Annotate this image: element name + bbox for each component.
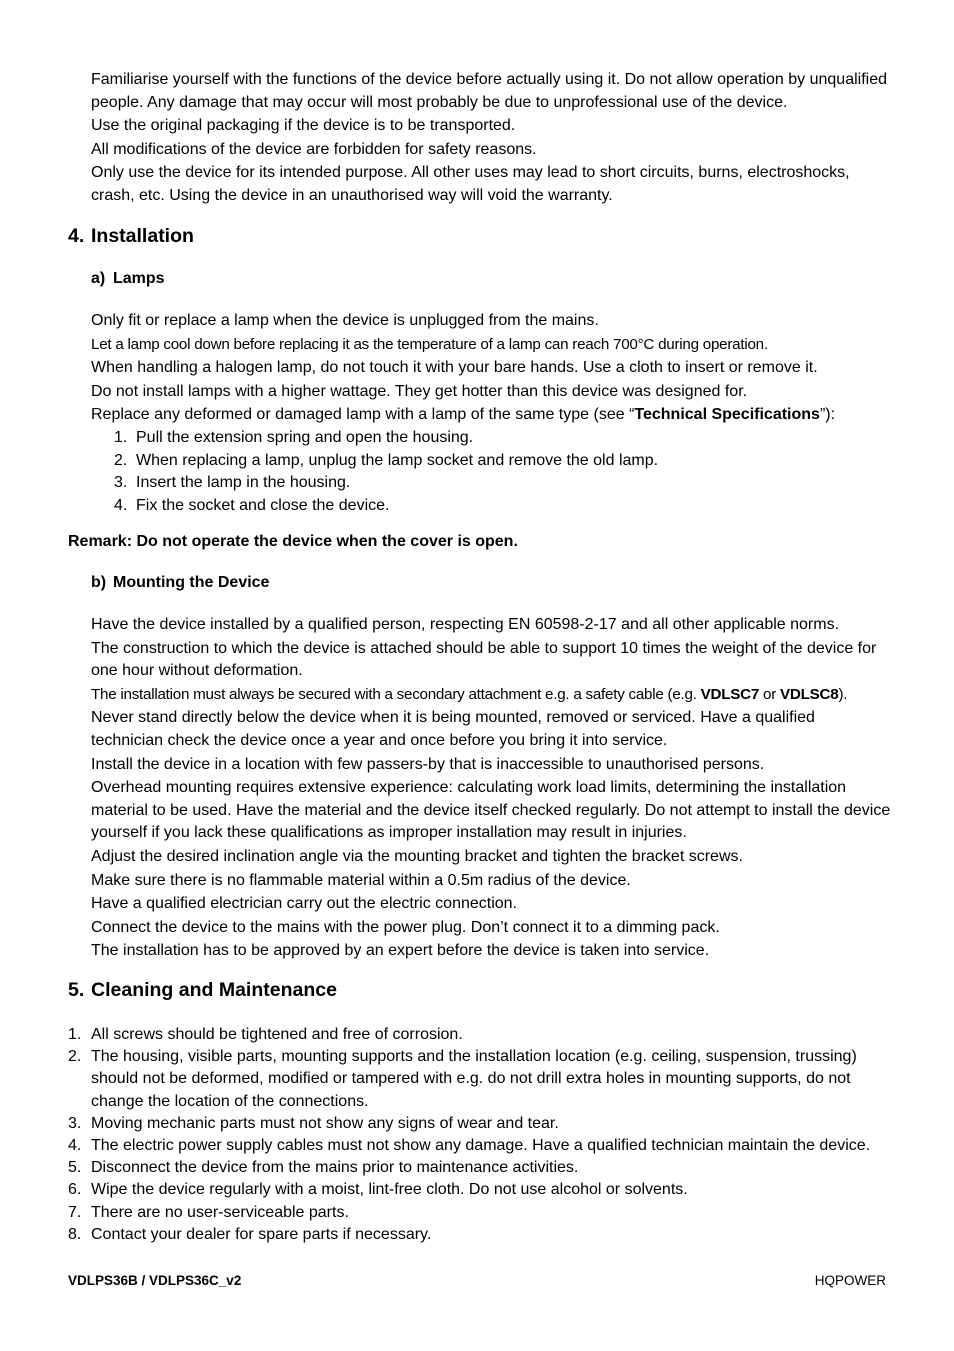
- technical-specifications-reference: Technical Specifications: [634, 406, 820, 424]
- list-number: 1.: [114, 428, 128, 446]
- footer-model-code: VDLPS36B / VDLPS36C_v2: [68, 1273, 242, 1288]
- lamps-paragraph: When handling a halogen lamp, do not touch it with your bare hands. Use a cloth to insert or remove it.: [91, 359, 818, 377]
- list-item: [91, 427, 891, 450]
- list-text: Insert the lamp in the housing.: [136, 474, 351, 492]
- mounting-text: or: [759, 685, 781, 703]
- list-text: When replacing a lamp, unplug the lamp socket and remove the old lamp.: [136, 451, 659, 469]
- list-item: [68, 1224, 888, 1246]
- subsection-heading-mounting: [91, 574, 269, 592]
- lamp-replacement-steps: [91, 427, 891, 517]
- section-heading-cleaning: [68, 979, 337, 1002]
- footer-brand: HQPOWER: [814, 1273, 886, 1288]
- section-title: Cleaning and Maintenance: [91, 979, 337, 1001]
- intro-paragraph: Familiarise yourself with the functions of the device before actually using it. Do not allow operation by unqualified people. Any damage that may occur will most probably be due to unprofessional use of the device.: [91, 71, 887, 111]
- list-item: [91, 472, 891, 495]
- list-text: There are no user-serviceable parts.: [91, 1203, 349, 1221]
- mounting-paragraph: Overhead mounting requires extensive experience: calculating work load limits, determining the installation material to be used. Have the material and the device itself checked regularly. Do not attempt to install the device yourself if you lack these qualifications as improper installation may result in injuries.: [91, 779, 891, 842]
- list-text: Disconnect the device from the mains prior to maintenance activities.: [91, 1159, 579, 1177]
- list-number: 8.: [68, 1225, 82, 1243]
- intro-paragraph: All modifications of the device are forbidden for safety reasons.: [91, 140, 537, 158]
- mounting-paragraph: Install the device in a location with few passers-by that is inaccessible to unauthorised persons.: [91, 755, 765, 773]
- replace-text: ”):: [819, 406, 836, 424]
- mounting-text: The installation must always be secured with a secondary attachment e.g. a safety cable (e.g.: [91, 685, 701, 703]
- list-text: The electric power supply cables must not show any damage. Have a qualified technician maintain the device.: [91, 1137, 871, 1155]
- lamps-section: [91, 310, 891, 517]
- list-item: [91, 495, 891, 518]
- intro-paragraph: Only use the device for its intended purpose. All other uses may lead to short circuits, burns, electroshocks, crash, etc. Using the device in an unauthorised way will void the warranty.: [91, 164, 850, 204]
- lamps-paragraph: Let a lamp cool down before replacing it as the temperature of a lamp can reach 700°C during operation.: [91, 335, 768, 353]
- mounting-paragraph: Have a qualified electrician carry out the electric connection.: [91, 895, 517, 913]
- list-text: Moving mechanic parts must not show any signs of wear and tear.: [91, 1114, 559, 1132]
- intro-paragraph: Use the original packaging if the device is to be transported.: [91, 117, 516, 135]
- maintenance-list: [68, 1024, 888, 1246]
- list-number: 4.: [114, 496, 128, 514]
- product-code: VDLSC7: [700, 685, 760, 703]
- intro-section: [91, 69, 891, 208]
- lamps-paragraph: Only fit or replace a lamp when the device is unplugged from the mains.: [91, 312, 599, 329]
- lamps-replace-paragraph: [91, 404, 891, 427]
- list-number: 6.: [68, 1181, 82, 1199]
- product-code: VDLSC8: [780, 685, 839, 703]
- section-number: 4.: [68, 225, 85, 247]
- list-item: [68, 1157, 888, 1179]
- mounting-paragraph: Connect the device to the mains with the power plug. Don’t connect it to a dimming pack.: [91, 918, 720, 936]
- subsection-heading-lamps: [91, 270, 165, 288]
- list-item: [68, 1113, 888, 1135]
- section-title: Installation: [91, 225, 194, 247]
- mounting-text: ).: [838, 685, 848, 703]
- list-number: 4.: [68, 1137, 82, 1155]
- list-text: Contact your dealer for spare parts if necessary.: [91, 1225, 432, 1243]
- mounting-section: [91, 614, 891, 963]
- list-item: [68, 1135, 888, 1157]
- list-text: Fix the socket and close the device.: [136, 496, 390, 514]
- list-item: [68, 1179, 888, 1201]
- mounting-safety-cable-paragraph: [91, 684, 891, 707]
- mounting-paragraph: Have the device installed by a qualified person, respecting EN 60598-2-17 and all other applicable norms.: [91, 616, 840, 633]
- subsection-title: Lamps: [113, 270, 165, 287]
- subsection-number: a): [91, 270, 106, 287]
- list-text: Pull the extension spring and open the housing.: [136, 428, 474, 446]
- list-number: 5.: [68, 1159, 82, 1177]
- list-item: [68, 1024, 888, 1046]
- mounting-paragraph: Adjust the desired inclination angle via the mounting bracket and tighten the bracket screws.: [91, 847, 743, 865]
- subsection-title: Mounting the Device: [113, 574, 270, 591]
- mounting-paragraph: Never stand directly below the device when it is being mounted, removed or serviced. Have a qualified technician check the device once a year and once before you bring it into service.: [91, 709, 815, 749]
- remark-note: Remark: Do not operate the device when the cover is open.: [68, 533, 518, 550]
- list-number: 1.: [68, 1026, 82, 1043]
- mounting-paragraph: The construction to which the device is attached should be able to support 10 times the weight of the device for one hour without deformation.: [91, 639, 877, 680]
- list-text: All screws should be tightened and free of corrosion.: [91, 1026, 463, 1043]
- lamps-paragraph: Do not install lamps with a higher wattage. They get hotter than this device was designed for.: [91, 382, 748, 400]
- list-number: 3.: [114, 474, 128, 492]
- list-item: [91, 450, 891, 473]
- list-number: 3.: [68, 1114, 82, 1132]
- list-text: The housing, visible parts, mounting supports and the installation location (e.g. ceiling, suspension, trussing) should not be deformed, modified or tampered with e.g. do not drill extra holes in mounting supports, do not change the location of the connections.: [91, 1048, 857, 1110]
- list-number: 2.: [68, 1048, 82, 1066]
- list-number: 2.: [114, 451, 128, 469]
- mounting-paragraph: Make sure there is no flammable material within a 0.5m radius of the device.: [91, 871, 631, 889]
- list-text: Wipe the device regularly with a moist, lint-free cloth. Do not use alcohol or solvents.: [91, 1181, 688, 1199]
- replace-text: Replace any deformed or damaged lamp with a lamp of the same type (see “: [91, 406, 635, 424]
- section-heading-installation: [68, 225, 194, 248]
- list-item: [68, 1046, 888, 1113]
- section-number: 5.: [68, 979, 85, 1001]
- subsection-number: b): [91, 574, 107, 591]
- list-item: [68, 1202, 888, 1224]
- mounting-paragraph: The installation has to be approved by an expert before the device is taken into service.: [91, 942, 710, 960]
- list-number: 7.: [68, 1203, 82, 1221]
